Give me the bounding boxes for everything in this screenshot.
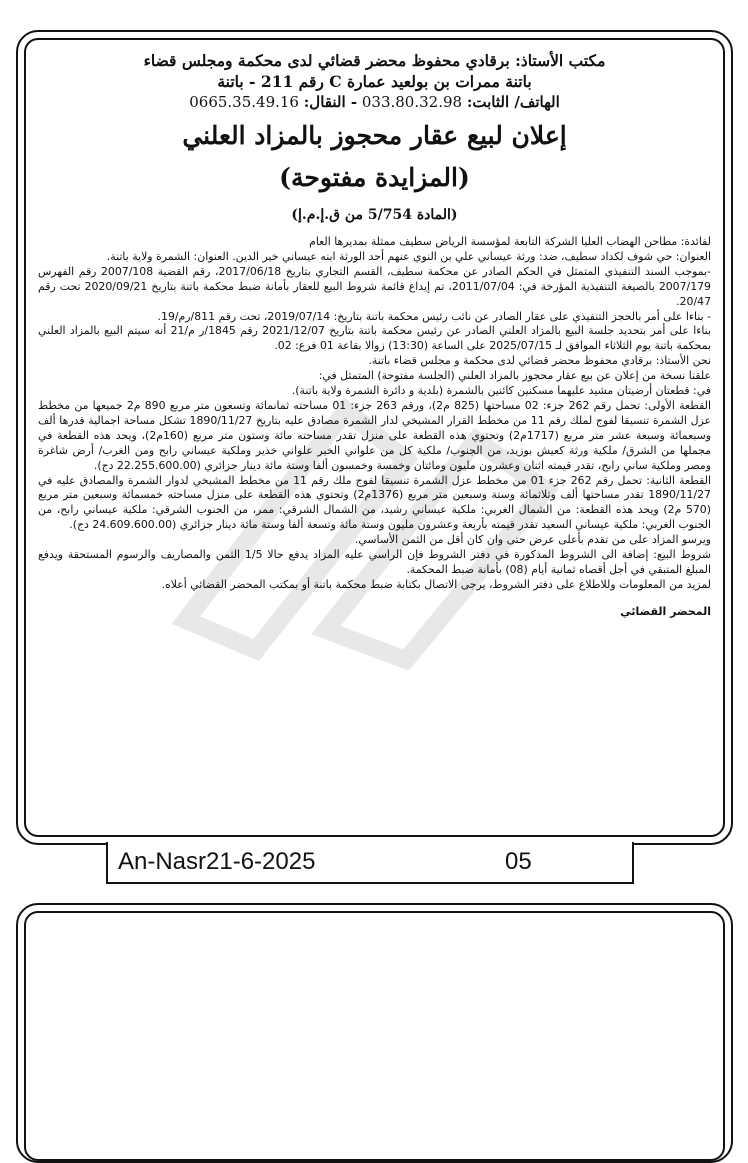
announcement-box [24, 38, 725, 837]
body-paragraph: شروط البيع: إضافة الى الشروط المذكورة في دفتر الشروط فإن الراسي عليه المزاد يدفع حالا 1/5 الثمن والمصاريف والرسوم المستحقة ويدفع المبلغ المتبقي في أجل أقصاه ثمانية أيام (08) بأمانة ضبط المحكمة. [38, 548, 711, 576]
body-paragraph: القطعة الأولى: تحمل رقم 262 جزء: 02 مساحتها (825 م2)، ورقم 263 جزء: 01 مساحته ثمانمائة وتسعون متر مربع 890 م2 جميعها من مخطط عزل الشمرة تنسيقا لفوج لملك رقم 11 من مخطط القرار المشيخي لدار الشمرة مصادق عليه بتاريخ 1890/11/27 تشكل مساحة اجمالية قدرها ألف وسبعمائة وسبعة عشر متر مربع (1717م2) وتحتوي هذه القطعة على منزل تقدر مساحته مائة وستون متر مربع (160م2)، ويحد هذه القطعة في مجملها من الشرق/ ملكية ورثة كعيش بوزيد، من الجنوب/ ملكية كل من علواني الخير علواني خذير وملكية عيساني رابح ومن الغرب/ أرض شاغرة ومصر وملكية ساني رابح، تقدر قيمته اثنان وعشرون مليون ومائتان وخمسة وخمسون ألفا وستة مائة دينار جزائري (22.255.600.00 دج). [38, 398, 711, 472]
body-paragraph: بناءا على أمر بتحديد جلسة البيع بالمزاد العلني الصادر عن رئيس محكمة باتنة بتاريخ 2021/12/07 رقم 1845/ر م/21 أنه سيتم البيع بالمزاد العلني بمحكمة باتنة يوم الثلاثاء الموافق لـ 2025/07/15 على الساعة (13:30) زوالا بقاعة 01 فرع: 02. [38, 324, 712, 353]
office-header: مكتب الأستاذ: برقادي محفوظ محضر قضائي لدى محكمة ومجلس قضاء [143, 51, 606, 70]
page-footer [106, 842, 634, 884]
phone-fixed: 033.80.32.98 [361, 93, 463, 111]
office-address: باتنة ممرات بن بولعيد عمارة C رقم 211 - باتنة [217, 72, 532, 91]
page-number: 05 [505, 848, 532, 875]
body-paragraph: ويرسو المزاد على من تقدم بأعلى عرض حتى وان كان أقل من الثمن الأساسي. [354, 533, 711, 547]
body-paragraph: القطعة الثانية: تحمل رقم 262 جزء 01 من مخطط عزل الشمرة تنسيقا لفوج ملك رقم 11 من مخطط المشيخي لدوار الشمرة والمصادق عليه في 1890/11/27 تقدر مساحتها ألف وثلاثمائة وستة وسبعين متر مربع (1376م2) وتحتوي هذه القطعة على منزل مساحته خمسمائة وسبعين متر مربع (570 م2) ويحد هذه القطعة: من الشمال الغربي: ملكية عيساني رشيد، من الشمال الشرقي: ممر، من الجنوب الشرقي: ملكية عيساني رابح، من الجنوب الغربي: ملكية عيساني السعيد تقدر قيمته بأربعة وعشرون مليون وستة مائة وتسعة ألفا وستة مائة دينار جزائري (24.609.600.00 دج). [38, 473, 711, 532]
body-paragraph: لفائدة: مطاحن الهضاب العليا الشركة التابعة لمؤسسة الرياض سطيف ممثلة بمديرها العام [309, 235, 711, 248]
body-paragraph: العنوان: حي شوف لكداد سطيف، ضد: ورثة عيساني علي بن النوي عنهم أحد الورثة ابنه عيساني خير الدين. العنوان: الشمرة ولاية باتنة. [106, 249, 711, 263]
body-paragraph: في: قطعتان أرضيتان مشيد عليهما مسكنين كائنين بالشمرة (بلدية و دائرة الشمرة ولاية باتنة). [291, 384, 711, 398]
signature: المحضر القضائي [620, 604, 711, 618]
publication-date: An-Nasr21-6-2025 [118, 848, 316, 875]
phone-mobile: 0665.35.49.16 [189, 93, 299, 111]
article-reference: (المادة 5/754 من ق.إ.م.إ) [291, 207, 458, 223]
body-paragraph: علقنا نسخة من إعلان عن بيع عقار محجوز بالمزاد العلني (الجلسة مفتوحة) المتمثل في: [318, 369, 711, 383]
next-announcement-box [24, 911, 725, 1161]
announcement-title: إعلان لبيع عقار محجوز بالمزاد العلني [182, 121, 567, 150]
mobile-label: - النقال: [303, 93, 358, 111]
office-phones [38, 92, 711, 113]
body-paragraph: لمزيد من المعلومات وللاطلاع على دفتر الشروط، يرجى الاتصال بكتابة ضبط محكمة باتنة أو بمكتب المحضر القضائي أعلاه. [161, 577, 711, 591]
body-paragraph: - بناءا على أمر بالحجز التنفيذي على عقار الصادر عن نائب رئيس محكمة باتنة بتاريخ: 2019/07/14، تحت رقم 811/رم/19. [157, 309, 711, 323]
announcement-body [38, 235, 711, 593]
announcement-content [38, 50, 711, 829]
phone-label: الهاتف/ الثابت: [466, 93, 560, 111]
announcement-subtitle: (المزايدة مفتوحة) [279, 163, 470, 192]
body-paragraph: -بموجب السند التنفيذي المتمثل في الحكم الصادر عن محكمة سطيف، القسم التجاري بتاريخ 2017/06/18، رقم القضية 2007/108 رقم الفهرس 2007/179 بالصيغة التنفيذية المؤرخة في: 2011/07/04، تم إيداع قائمة شروط البيع للعقار بأمانة ضبط محكمة باتنة بتاريخ 2020/09/21 تحت رقم 20/47. [38, 264, 711, 308]
body-paragraph: نحن الأستاذ: برقادي محفوظ محضر قضائي لدى محكمة و مجلس قضاء باتنة. [368, 354, 711, 368]
